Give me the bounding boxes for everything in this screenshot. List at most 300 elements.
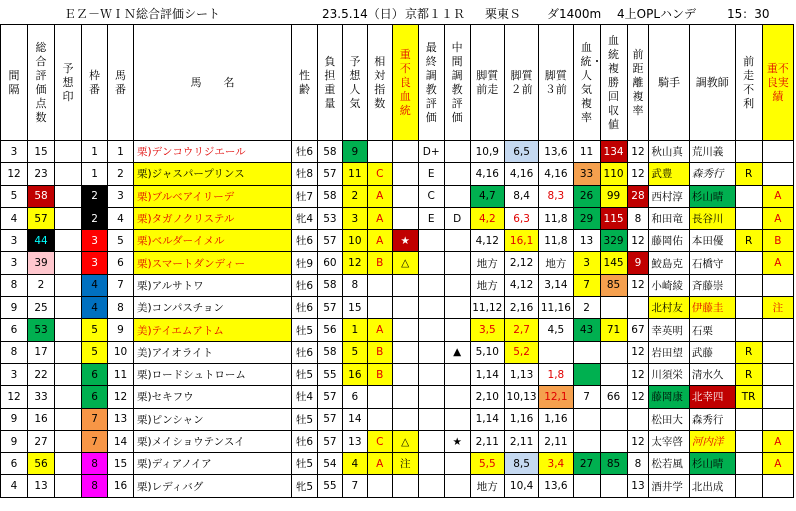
cell-r3: 12 — [627, 363, 649, 385]
cell-s1: 4,7 — [470, 185, 504, 207]
cell-weight: 58 — [317, 274, 342, 296]
cell-s1: 地方 — [470, 475, 504, 497]
table-row — [1, 386, 794, 408]
cell-rel: A — [367, 319, 392, 341]
cell-s2: 16,1 — [504, 230, 538, 252]
cell-mud — [392, 341, 418, 363]
race-course: ダ1400m — [547, 7, 602, 21]
cell-rel: B — [367, 252, 392, 274]
cell-interval: 9 — [1, 430, 28, 452]
cell-final — [418, 408, 444, 430]
cell-final — [418, 386, 444, 408]
cell-interval: 3 — [1, 230, 28, 252]
cell-rel: B — [367, 341, 392, 363]
cell-rel — [367, 475, 392, 497]
cell-trainer: 本田優 — [689, 230, 735, 252]
cell-hurdle: R — [735, 341, 762, 363]
table-row — [1, 163, 794, 185]
cell-rel: A — [367, 207, 392, 229]
cell-mud — [392, 163, 418, 185]
header-interval: 間隔 — [1, 25, 28, 141]
cell-s2: 6,5 — [504, 141, 538, 163]
cell-waku: 1 — [82, 141, 108, 163]
cell-waku: 4 — [82, 297, 108, 319]
cell-r1: 26 — [573, 185, 600, 207]
cell-trainer: 河内洋 — [689, 430, 735, 452]
cell-s3: 11,8 — [539, 207, 573, 229]
cell-pop: 13 — [342, 430, 367, 452]
cell-waku: 5 — [82, 341, 108, 363]
cell-r1 — [573, 408, 600, 430]
table-row — [1, 230, 794, 252]
header-style2: 脚質２前 — [504, 25, 538, 141]
cell-r3: 13 — [627, 475, 649, 497]
cell-final: D+ — [418, 141, 444, 163]
cell-mark — [55, 207, 82, 229]
cell-r3: 67 — [627, 319, 649, 341]
cell-mudres: A — [762, 430, 793, 452]
cell-r1: 33 — [573, 163, 600, 185]
cell-final — [418, 230, 444, 252]
table-row — [1, 274, 794, 296]
cell-weight: 57 — [317, 408, 342, 430]
cell-pop: 5 — [342, 341, 367, 363]
cell-r3 — [627, 408, 649, 430]
cell-s3: 2,11 — [539, 430, 573, 452]
table-row — [1, 453, 794, 475]
cell-r2: 134 — [600, 141, 627, 163]
cell-s1: 地方 — [470, 274, 504, 296]
cell-r3: 12 — [627, 386, 649, 408]
cell-interval: 3 — [1, 141, 28, 163]
cell-interval: 12 — [1, 163, 28, 185]
cell-r2 — [600, 341, 627, 363]
cell-waku: 3 — [82, 230, 108, 252]
table-row — [1, 185, 794, 207]
header-weight: 負担重量 — [317, 25, 342, 141]
cell-r2 — [600, 363, 627, 385]
header-mid-train: 中間調教評価 — [444, 25, 470, 141]
cell-jockey: 松田大 — [649, 408, 690, 430]
cell-final: E — [418, 207, 444, 229]
cell-pop: 16 — [342, 363, 367, 385]
cell-weight: 55 — [317, 475, 342, 497]
header-final-train: 最終調教評価 — [418, 25, 444, 141]
cell-waku: 8 — [82, 475, 108, 497]
cell-mud: 注 — [392, 453, 418, 475]
cell-jockey: 藤岡佑 — [649, 230, 690, 252]
cell-interval: 3 — [1, 363, 28, 385]
cell-r2: 85 — [600, 453, 627, 475]
cell-final — [418, 430, 444, 452]
cell-hurdle — [735, 319, 762, 341]
cell-score: 33 — [28, 386, 55, 408]
cell-score: 16 — [28, 408, 55, 430]
cell-rel: A — [367, 185, 392, 207]
cell-name: 栗)メイショウテンスイ — [133, 430, 291, 452]
cell-r1: 7 — [573, 386, 600, 408]
cell-name: 栗)ジャスパープリンス — [133, 163, 291, 185]
cell-s1: 5,10 — [470, 341, 504, 363]
cell-jockey: 川須栄 — [649, 363, 690, 385]
cell-uma: 8 — [108, 297, 134, 319]
cell-sexage: 牡6 — [291, 297, 317, 319]
cell-jockey: 幸英明 — [649, 319, 690, 341]
cell-interval: 9 — [1, 297, 28, 319]
cell-r1: 2 — [573, 297, 600, 319]
cell-trainer: 森秀行 — [689, 408, 735, 430]
cell-mid — [444, 386, 470, 408]
header-style1: 脚質前走 — [470, 25, 504, 141]
cell-interval: 9 — [1, 408, 28, 430]
cell-pop: 6 — [342, 386, 367, 408]
cell-trainer: 北出成 — [689, 475, 735, 497]
cell-mudres — [762, 341, 793, 363]
cell-hurdle — [735, 252, 762, 274]
cell-waku: 7 — [82, 430, 108, 452]
cell-rel: C — [367, 430, 392, 452]
cell-s1: 4,12 — [470, 230, 504, 252]
table-row — [1, 475, 794, 497]
race-condition: 4上OPLハンデ — [617, 7, 697, 21]
cell-r1 — [573, 341, 600, 363]
cell-s2: 1,16 — [504, 408, 538, 430]
cell-interval: 8 — [1, 341, 28, 363]
cell-final: C — [418, 185, 444, 207]
cell-s3: 3,4 — [539, 453, 573, 475]
cell-waku: 7 — [82, 408, 108, 430]
cell-score: 2 — [28, 274, 55, 296]
cell-weight: 58 — [317, 141, 342, 163]
cell-mud — [392, 363, 418, 385]
cell-name: 栗)ピンシャン — [133, 408, 291, 430]
cell-mark — [55, 319, 82, 341]
cell-r3: 12 — [627, 141, 649, 163]
cell-jockey: 西村淳 — [649, 185, 690, 207]
table-row — [1, 341, 794, 363]
cell-s1: 2,11 — [470, 430, 504, 452]
cell-name: 栗)アルサトワ — [133, 274, 291, 296]
cell-sexage: 牡5 — [291, 453, 317, 475]
cell-trainer: 杉山晴 — [689, 453, 735, 475]
cell-trainer: 清水久 — [689, 363, 735, 385]
cell-mid — [444, 185, 470, 207]
cell-sexage: 牡5 — [291, 363, 317, 385]
cell-score: 22 — [28, 363, 55, 385]
cell-jockey: 酒井学 — [649, 475, 690, 497]
cell-weight: 57 — [317, 386, 342, 408]
cell-score: 53 — [28, 319, 55, 341]
cell-s3: 11,16 — [539, 297, 573, 319]
cell-jockey: 太宰啓 — [649, 430, 690, 452]
cell-hurdle — [735, 141, 762, 163]
evaluation-table — [0, 24, 794, 498]
cell-r2: 145 — [600, 252, 627, 274]
cell-mudres: 注 — [762, 297, 793, 319]
cell-interval: 3 — [1, 252, 28, 274]
cell-r3: 12 — [627, 163, 649, 185]
cell-name: 栗)スマートダンディー — [133, 252, 291, 274]
header-blood-pop: 血統・人気複率 — [573, 25, 600, 141]
cell-jockey: 藤岡康 — [649, 386, 690, 408]
cell-hurdle: R — [735, 163, 762, 185]
cell-mark — [55, 230, 82, 252]
cell-weight: 57 — [317, 230, 342, 252]
cell-trainer: 北幸四 — [689, 386, 735, 408]
cell-trainer: 森秀行 — [689, 163, 735, 185]
cell-rel: B — [367, 363, 392, 385]
cell-trainer: 杉山晴 — [689, 185, 735, 207]
cell-mud — [392, 475, 418, 497]
header-blood-return: 血統複勝回収値 — [600, 25, 627, 141]
cell-uma: 3 — [108, 185, 134, 207]
cell-score: 15 — [28, 141, 55, 163]
cell-s2: 1,13 — [504, 363, 538, 385]
cell-jockey: 鮫島克 — [649, 252, 690, 274]
header-name: 馬 名 — [133, 25, 291, 141]
header-sexage: 性齢 — [291, 25, 317, 141]
cell-mark — [55, 141, 82, 163]
cell-s1: 3,5 — [470, 319, 504, 341]
cell-s2: 8,4 — [504, 185, 538, 207]
cell-weight: 58 — [317, 185, 342, 207]
cell-sexage: 牡6 — [291, 430, 317, 452]
cell-mid — [444, 252, 470, 274]
cell-name: 美)テイエムアトム — [133, 319, 291, 341]
cell-interval: 4 — [1, 207, 28, 229]
header-prev-hurdle: 前走不利 — [735, 25, 762, 141]
cell-name: 栗)デンコウリジエール — [133, 141, 291, 163]
cell-mid — [444, 453, 470, 475]
cell-pop: 10 — [342, 230, 367, 252]
cell-waku: 2 — [82, 207, 108, 229]
cell-score: 56 — [28, 453, 55, 475]
cell-score: 25 — [28, 297, 55, 319]
cell-s1: 1,14 — [470, 363, 504, 385]
cell-r3: 8 — [627, 453, 649, 475]
cell-trainer: 伊藤圭 — [689, 297, 735, 319]
cell-r3: 12 — [627, 230, 649, 252]
cell-final — [418, 341, 444, 363]
cell-mud — [392, 141, 418, 163]
cell-sexage: 牡8 — [291, 163, 317, 185]
cell-final — [418, 274, 444, 296]
cell-rel: C — [367, 163, 392, 185]
cell-s3: 13,6 — [539, 141, 573, 163]
cell-uma: 11 — [108, 363, 134, 385]
cell-uma: 12 — [108, 386, 134, 408]
cell-r1: 27 — [573, 453, 600, 475]
cell-rel — [367, 274, 392, 296]
cell-waku: 5 — [82, 319, 108, 341]
cell-mud — [392, 319, 418, 341]
cell-s3: 1,16 — [539, 408, 573, 430]
cell-s2: 2,16 — [504, 297, 538, 319]
cell-name: 栗)ロードシュトローム — [133, 363, 291, 385]
cell-s3 — [539, 341, 573, 363]
header-rel: 相対指数 — [367, 25, 392, 141]
table-row — [1, 297, 794, 319]
cell-s3: 1,8 — [539, 363, 573, 385]
cell-pop: 7 — [342, 475, 367, 497]
cell-r2: 71 — [600, 319, 627, 341]
cell-mudres — [762, 319, 793, 341]
cell-pop: 14 — [342, 408, 367, 430]
cell-pop: 9 — [342, 141, 367, 163]
cell-mud — [392, 297, 418, 319]
cell-trainer: 石栗 — [689, 319, 735, 341]
header-mud-record: 重不良実績 — [762, 25, 793, 141]
cell-mid — [444, 230, 470, 252]
cell-mid: ★ — [444, 430, 470, 452]
cell-uma: 2 — [108, 163, 134, 185]
header-jockey: 騎手 — [649, 25, 690, 141]
cell-s3: 12,1 — [539, 386, 573, 408]
cell-r1: 11 — [573, 141, 600, 163]
cell-weight: 54 — [317, 453, 342, 475]
header-mud-blood: 重不良血統 — [392, 25, 418, 141]
cell-interval: 4 — [1, 475, 28, 497]
cell-r1: 7 — [573, 274, 600, 296]
table-row — [1, 319, 794, 341]
cell-mudres: A — [762, 185, 793, 207]
cell-s2: 2,11 — [504, 430, 538, 452]
cell-mudres: A — [762, 252, 793, 274]
cell-rel — [367, 297, 392, 319]
cell-s2: 10,4 — [504, 475, 538, 497]
cell-mid: D — [444, 207, 470, 229]
cell-final — [418, 363, 444, 385]
header-trainer: 調教師 — [689, 25, 735, 141]
cell-score: 39 — [28, 252, 55, 274]
cell-jockey: 岩田望 — [649, 341, 690, 363]
header-pop: 予想人気 — [342, 25, 367, 141]
cell-sexage: 牡5 — [291, 319, 317, 341]
cell-pop: 2 — [342, 185, 367, 207]
table-row — [1, 363, 794, 385]
cell-mudres — [762, 141, 793, 163]
cell-s2: 10,13 — [504, 386, 538, 408]
cell-name: 美)コンパスチョン — [133, 297, 291, 319]
cell-name: 栗)ベルダーイメル — [133, 230, 291, 252]
race-place: 京都１１Ｒ — [405, 7, 466, 21]
cell-mark — [55, 430, 82, 452]
cell-s2: 5,2 — [504, 341, 538, 363]
cell-s1: 4,16 — [470, 163, 504, 185]
cell-waku: 2 — [82, 185, 108, 207]
cell-r2 — [600, 430, 627, 452]
cell-mudres — [762, 475, 793, 497]
cell-waku: 1 — [82, 163, 108, 185]
cell-s3: 4,5 — [539, 319, 573, 341]
cell-s1: 5,5 — [470, 453, 504, 475]
cell-mark — [55, 453, 82, 475]
cell-r3: 12 — [627, 274, 649, 296]
cell-sexage: 牡6 — [291, 341, 317, 363]
table-row — [1, 141, 794, 163]
header-mark: 予想印 — [55, 25, 82, 141]
cell-r2: 99 — [600, 185, 627, 207]
cell-mud: △ — [392, 430, 418, 452]
cell-mudres — [762, 386, 793, 408]
cell-waku: 4 — [82, 274, 108, 296]
cell-uma: 5 — [108, 230, 134, 252]
cell-weight: 60 — [317, 252, 342, 274]
cell-r3: 9 — [627, 252, 649, 274]
sheet-name: ＥＺ－ＷＩＮ総合評価シート — [64, 7, 221, 21]
cell-r1 — [573, 430, 600, 452]
cell-sexage: 牡4 — [291, 386, 317, 408]
cell-name: 栗)セキフウ — [133, 386, 291, 408]
table-row — [1, 408, 794, 430]
cell-uma: 13 — [108, 408, 134, 430]
cell-r2: 115 — [600, 207, 627, 229]
cell-sexage: 牝4 — [291, 207, 317, 229]
cell-interval: 12 — [1, 386, 28, 408]
cell-s3: 地方 — [539, 252, 573, 274]
cell-r2 — [600, 297, 627, 319]
cell-hurdle: TR — [735, 386, 762, 408]
cell-mid — [444, 363, 470, 385]
cell-score: 17 — [28, 341, 55, 363]
cell-s2: 2,12 — [504, 252, 538, 274]
cell-r1: 43 — [573, 319, 600, 341]
cell-mudres: A — [762, 207, 793, 229]
cell-score: 23 — [28, 163, 55, 185]
race-date: 23.5.14（日） — [322, 7, 404, 21]
cell-hurdle — [735, 274, 762, 296]
race-name: 栗東Ｓ — [485, 7, 522, 21]
cell-r2: 66 — [600, 386, 627, 408]
cell-sexage: 牡6 — [291, 230, 317, 252]
cell-pop: 1 — [342, 319, 367, 341]
cell-mark — [55, 386, 82, 408]
cell-hurdle — [735, 185, 762, 207]
cell-score: 27 — [28, 430, 55, 452]
cell-score: 13 — [28, 475, 55, 497]
cell-trainer: 長谷川 — [689, 207, 735, 229]
cell-mid — [444, 274, 470, 296]
cell-hurdle — [735, 207, 762, 229]
header-style3: 脚質３前 — [539, 25, 573, 141]
cell-s3: 3,14 — [539, 274, 573, 296]
cell-uma: 1 — [108, 141, 134, 163]
cell-mid: ▲ — [444, 341, 470, 363]
cell-weight: 57 — [317, 430, 342, 452]
cell-uma: 9 — [108, 319, 134, 341]
cell-mudres — [762, 363, 793, 385]
cell-final — [418, 453, 444, 475]
table-row — [1, 207, 794, 229]
cell-r2: 329 — [600, 230, 627, 252]
cell-mid — [444, 475, 470, 497]
cell-weight: 53 — [317, 207, 342, 229]
cell-pop: 4 — [342, 453, 367, 475]
cell-r2: 110 — [600, 163, 627, 185]
cell-mark — [55, 475, 82, 497]
title-row — [0, 0, 796, 24]
cell-mud — [392, 386, 418, 408]
cell-hurdle — [735, 408, 762, 430]
cell-sexage: 牝5 — [291, 475, 317, 497]
cell-score: 58 — [28, 185, 55, 207]
cell-mark — [55, 185, 82, 207]
cell-r3: 12 — [627, 341, 649, 363]
cell-interval: 6 — [1, 319, 28, 341]
cell-mid — [444, 297, 470, 319]
cell-s1: 10,9 — [470, 141, 504, 163]
cell-uma: 16 — [108, 475, 134, 497]
